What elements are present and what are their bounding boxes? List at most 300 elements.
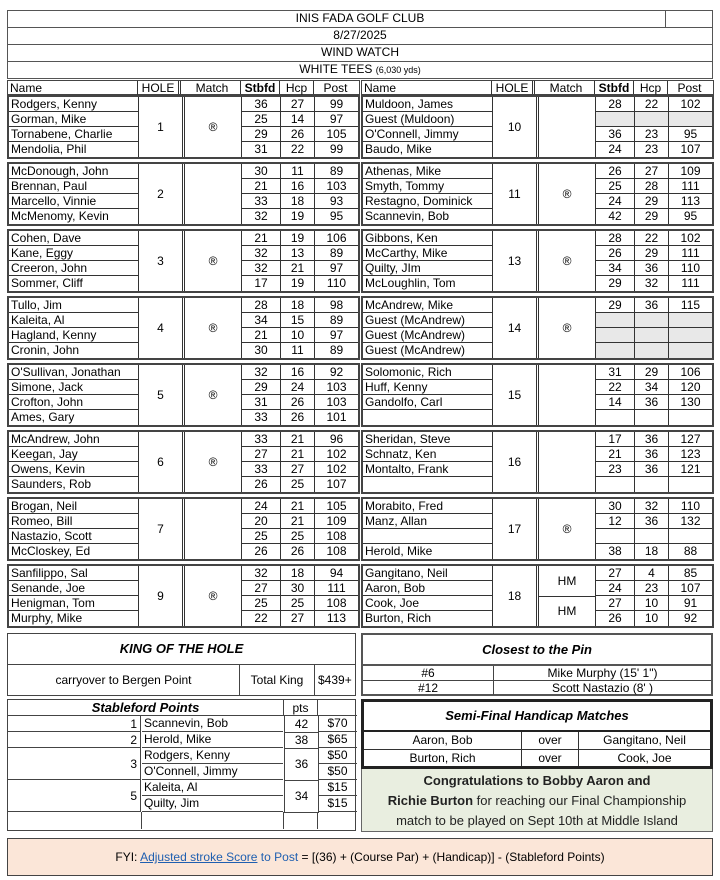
player-group [7,363,360,427]
player-group [361,296,714,360]
ctp-row [363,681,711,695]
handicap: 22 [635,97,669,112]
player-name: Athenas, Mike [363,164,493,179]
posted-score: 105 [315,499,358,514]
player-name: Saunders, Rob [9,477,139,492]
handicap: 23 [635,581,669,596]
posted-score: 105 [315,127,358,142]
player-name [363,529,493,544]
stableford-score: 21 [241,179,281,194]
stableford-score: 21 [241,328,281,343]
tees-yards: (6,030 yds) [375,65,421,75]
handicap: 25 [281,529,315,544]
handicap: 19 [281,209,315,224]
posted-score: 111 [669,246,712,261]
handicap: 25 [281,477,315,492]
hole-number: 10 [493,97,539,157]
hole-number: 14 [493,298,539,358]
player-name: Huff, Kenny [363,380,493,395]
congrats-line-2 [362,791,712,811]
player-row [9,231,358,246]
stableford-score: 24 [595,142,635,157]
handicap [635,477,669,492]
hole-number: 17 [493,499,539,559]
event-name: WIND WATCH [321,45,399,59]
player-name: McMenomy, Kevin [9,209,139,224]
handicap: 29 [635,209,669,224]
handicap: 21 [281,261,315,276]
posted-score: 127 [669,432,712,447]
handicap: 36 [635,462,669,477]
player-row [9,194,358,209]
king-of-the-hole [7,633,356,696]
stableford-score: 32 [241,209,281,224]
handicap: 26 [281,410,315,425]
posted-score: 113 [326,611,347,625]
player-row [9,447,358,462]
match-indicator: ® [208,321,218,335]
stableford-player: Kaleita, Al [142,780,283,796]
handicap: 32 [635,276,669,291]
posted-score: 96 [315,432,358,447]
footer-formula: = [(36) + (Course Par) + (Handicap)] - (Stableford Points) [298,850,605,864]
posted-score: 107 [326,477,347,491]
handicap: 23 [635,127,669,142]
handicap: 10 [635,611,669,626]
stableford-player: Rodgers, Kenny [142,748,283,764]
player-row [9,462,358,477]
event-row [8,44,712,61]
player-name: McAndrew, John [9,432,139,447]
match-indicator: ® [562,321,572,335]
hole-number: 13 [493,231,539,291]
posted-score: 92 [315,365,358,380]
hole-number: 7 [139,499,185,559]
hole-number: 9 [139,566,185,626]
header-hole: HOLE [138,81,181,94]
stableford-score: 26 [241,477,281,492]
header-hcp: Hcp [280,81,314,94]
player-row [363,447,712,462]
player-name: McAndrew, Mike [363,298,493,313]
player-row [9,343,358,358]
player-row [363,566,712,581]
player-row [9,499,358,514]
handicap [635,313,669,328]
handicap: 19 [281,276,315,291]
handicap: 27 [281,97,315,112]
posted-score: 99 [315,97,358,112]
stableford-pts: 34 [284,780,319,813]
posted-score: 103 [315,395,358,410]
stableford-score [595,410,635,425]
closest-to-pin [361,633,713,696]
handicap: 27 [635,164,669,179]
posted-score: 120 [669,380,712,395]
player-row [363,164,712,179]
player-name: Scannevin, Bob [363,209,493,224]
stableford-score: 34 [241,313,281,328]
stableford-score: 27 [595,596,635,611]
player-name: Guest (McAndrew) [363,343,493,358]
hole-number: 15 [493,365,539,425]
posted-score [669,343,712,358]
player-name: Gangitano, Neil [363,566,493,581]
player-name: McLoughlin, Tom [363,276,493,291]
player-name: O'Sullivan, Jonathan [9,365,139,380]
player-name: Smyth, Tommy [363,179,493,194]
player-row [363,514,712,529]
adjusted-score-link[interactable]: Adjusted stroke Score [140,850,258,864]
stableford-empty-cell [284,812,318,829]
ctp-winner: Scott Nastazio (8' ) [552,681,653,695]
stableford-score: 30 [241,343,281,358]
player-row [9,395,358,410]
player-name: Senande, Joe [9,581,139,596]
posted-score: 108 [326,544,347,558]
player-row [363,209,712,224]
player-row [363,529,712,544]
tees-label: WHITE TEES [299,62,373,76]
handicap: 29 [635,194,669,209]
header-name: Name [362,81,492,96]
stableford-score: 20 [241,514,281,529]
posted-score: 115 [669,298,712,313]
handicap: 10 [281,328,315,343]
handicap: 22 [281,142,315,157]
handicap [635,343,669,358]
handicap: 21 [281,514,315,529]
player-group [361,229,714,293]
stableford-score: 26 [595,246,635,261]
stableford-score: 32 [241,365,281,380]
hole-number: 4 [139,298,185,358]
handicap: 36 [635,395,669,410]
posted-score: 111 [315,581,358,596]
handicap [635,410,669,425]
player-row [9,544,358,559]
semifinal-row [364,732,710,750]
stableford-score: 17 [595,432,635,447]
player-name: Cook, Joe [363,596,493,611]
stableford-score: 26 [595,611,635,626]
handicap: 32 [635,499,669,514]
player-row [363,276,712,291]
posted-score: 97 [315,328,358,343]
stableford-score: 25 [595,179,635,194]
stableford-score: 28 [241,298,281,313]
player-name: McDonough, John [9,164,139,179]
stableford-score: 29 [595,298,635,313]
stableford-player: Herold, Mike [142,732,283,748]
stableford-score [595,328,635,343]
player-row [9,179,358,194]
player-name: Brogan, Neil [9,499,139,514]
handicap: 19 [281,231,315,246]
player-name: Nastazio, Scott [9,529,139,544]
stableford-score: 33 [241,462,281,477]
stableford-rank: 5 [8,780,141,812]
congrats-line-3: match to be played on Sept 10th at Middle Island [396,813,678,828]
player-row [363,410,712,425]
handicap: 18 [281,194,315,209]
stableford-score: 28 [595,97,635,112]
ctp-winner: Mike Murphy (15' 1") [547,666,658,680]
player-group [361,363,714,427]
column-header-row [361,80,714,95]
stableford-score: 25 [241,596,281,611]
stableford-score: 22 [241,611,281,626]
handicap [635,112,669,127]
match-indicator: ® [562,522,572,536]
stableford-score: 24 [595,581,635,596]
stableford-score: 23 [595,462,635,477]
handicap: 15 [281,313,315,328]
hole-number: 6 [139,432,185,492]
header-hole: HOLE [492,81,535,94]
posted-score [669,328,712,343]
player-group [361,497,714,561]
handicap: 36 [635,447,669,462]
stableford-score [595,112,635,127]
player-name: Schnatz, Ken [363,447,493,462]
posted-score: 89 [315,313,358,328]
semifinal-matches [361,699,713,769]
semifinal-row [364,750,710,766]
posted-score: 94 [315,566,358,581]
semifinal-winner: Burton, Rich [364,750,522,766]
posted-score: 111 [669,179,712,194]
handicap: 26 [281,395,315,410]
handicap: 11 [281,343,315,358]
player-name: Kaleita, Al [9,313,139,328]
player-name: Montalto, Frank [363,462,493,477]
player-name: Brennan, Paul [9,179,139,194]
handicap: 18 [281,298,315,313]
footer-prefix: FYI: [115,850,141,864]
posted-score [669,529,712,544]
player-name: Gandolfo, Carl [363,395,493,410]
stableford-score [595,343,635,358]
player-row [363,365,712,380]
posted-score: 113 [669,194,712,209]
stableford-prize: $15 [318,796,357,812]
stableford-score: 30 [241,164,281,179]
player-row [9,127,358,142]
stableford-score: 28 [595,231,635,246]
player-name: Kane, Eggy [9,246,139,261]
handicap [635,328,669,343]
stableford-pts: 36 [284,748,319,781]
stableford-score: 14 [595,395,635,410]
posted-score: 108 [315,529,358,544]
posted-score: 95 [683,209,698,223]
handicap: 30 [281,581,315,596]
hole-number: 2 [139,164,185,224]
player-row [363,343,712,358]
posted-score [669,477,712,492]
posted-score: 102 [669,97,712,112]
stableford-score: 22 [595,380,635,395]
player-name: Solomonic, Rich [363,365,493,380]
player-row [9,514,358,529]
hole-number: 3 [139,231,185,291]
player-row [9,380,358,395]
header-block [7,10,713,79]
player-group [7,162,360,226]
handicap: 14 [281,112,315,127]
player-row [363,477,712,492]
congratulations-note [361,769,713,832]
ctp-hole: #6 [363,666,494,680]
player-name: Rodgers, Kenny [9,97,139,112]
handicap: 18 [281,566,315,581]
stableford-score: 36 [595,127,635,142]
handicap: 22 [635,231,669,246]
player-row [363,298,712,313]
player-row [9,611,358,626]
handicap: 24 [281,380,315,395]
posted-score: 121 [669,462,712,477]
stableford-score: 34 [595,261,635,276]
semifinal-over: over [522,750,579,766]
stableford-player: Scannevin, Bob [142,716,283,732]
stableford-score: 36 [241,97,281,112]
player-row [363,611,712,626]
player-name: Morabito, Fred [363,499,493,514]
player-row [363,380,712,395]
player-name: Manz, Allan [363,514,493,529]
stableford-score: 33 [241,410,281,425]
handicap: 36 [635,298,669,313]
player-row [363,97,712,112]
hole-number: 5 [139,365,185,425]
ctp-hole: #12 [363,681,494,695]
club-name: INIS FADA GOLF CLUB [295,11,425,25]
posted-score: 107 [669,581,712,596]
posted-score: 102 [315,447,358,462]
hole-number: 16 [493,432,539,492]
handicap: 4 [635,566,669,581]
date-row [8,27,712,44]
match-indicator: HM [557,604,577,618]
stableford-score: 30 [595,499,635,514]
stableford-score: 29 [241,380,281,395]
player-row [9,365,358,380]
handicap: 21 [281,499,315,514]
handicap: 18 [635,544,669,559]
player-group [7,229,360,293]
player-name: Herold, Mike [363,544,493,559]
semifinal-loser: Cook, Joe [617,751,672,765]
posted-score: 110 [669,499,712,514]
player-name: Mendolia, Phil [9,142,139,157]
stableford-score: 29 [595,276,635,291]
king-total-label: Total King [240,665,315,696]
handicap: 29 [635,365,669,380]
match-indicator: HM [539,566,595,597]
player-name: Simone, Jack [9,380,139,395]
handicap: 27 [281,611,315,626]
player-row [9,313,358,328]
column-header-row [7,80,360,95]
header-stbfd: Stbfd [240,81,280,94]
stableford-score: 27 [595,566,635,581]
match-indicator: ® [208,589,218,603]
stableford-score: 31 [241,395,281,410]
posted-score: 89 [329,343,344,357]
stableford-score: 32 [241,566,281,581]
stableford-pts-header: pts [284,700,318,716]
handicap: 26 [281,544,315,559]
player-name: Sheridan, Steve [363,432,493,447]
player-row [363,596,712,611]
posted-score: 108 [315,596,358,611]
player-name: Baudo, Mike [363,142,493,157]
player-name: Henigman, Tom [9,596,139,611]
stableford-empty-cell [8,812,142,829]
posted-score: 106 [315,231,358,246]
player-name: Guest (Muldoon) [363,112,493,127]
hole-number: 11 [493,164,539,224]
player-name: Burton, Rich [363,611,493,626]
player-name: Cohen, Dave [9,231,139,246]
header-post: Post [323,81,348,95]
stableford-score: 21 [595,447,635,462]
stableford-score: 38 [595,544,635,559]
king-title: KING OF THE HOLE [8,634,355,665]
stableford-pts: 42 [284,716,319,733]
footer-note [7,838,713,876]
player-row [9,276,358,291]
header-hcp: Hcp [634,81,668,94]
player-row [363,328,712,343]
stableford-score: 33 [241,194,281,209]
stableford-prize: $50 [318,748,357,764]
stableford-score [595,477,635,492]
player-row [9,410,358,425]
player-name: Tullo, Jim [9,298,139,313]
player-name: Romeo, Bill [9,514,139,529]
posted-score [669,410,712,425]
player-group [361,95,714,159]
player-row [363,462,712,477]
stableford-score: 32 [241,246,281,261]
posted-score: 109 [315,514,358,529]
match-indicator: ® [562,254,572,268]
posted-score: 107 [680,142,701,156]
player-group [361,430,714,494]
posted-score: 95 [329,209,344,223]
stableford-rank: 2 [8,732,141,748]
player-name: Creeron, John [9,261,139,276]
player-name: Crofton, John [9,395,139,410]
player-name: Guest (McAndrew) [363,313,493,328]
posted-score: 110 [669,261,712,276]
player-name [363,477,493,492]
player-row [363,246,712,261]
handicap [635,529,669,544]
player-row [9,261,358,276]
player-group [7,497,360,561]
left-score-table [7,80,360,628]
player-name: Marcello, Vinnie [9,194,139,209]
player-row [9,432,358,447]
posted-score: 106 [669,365,712,380]
footer-link-tail: to Post [257,850,299,864]
handicap: 21 [281,447,315,462]
player-group [361,162,714,226]
